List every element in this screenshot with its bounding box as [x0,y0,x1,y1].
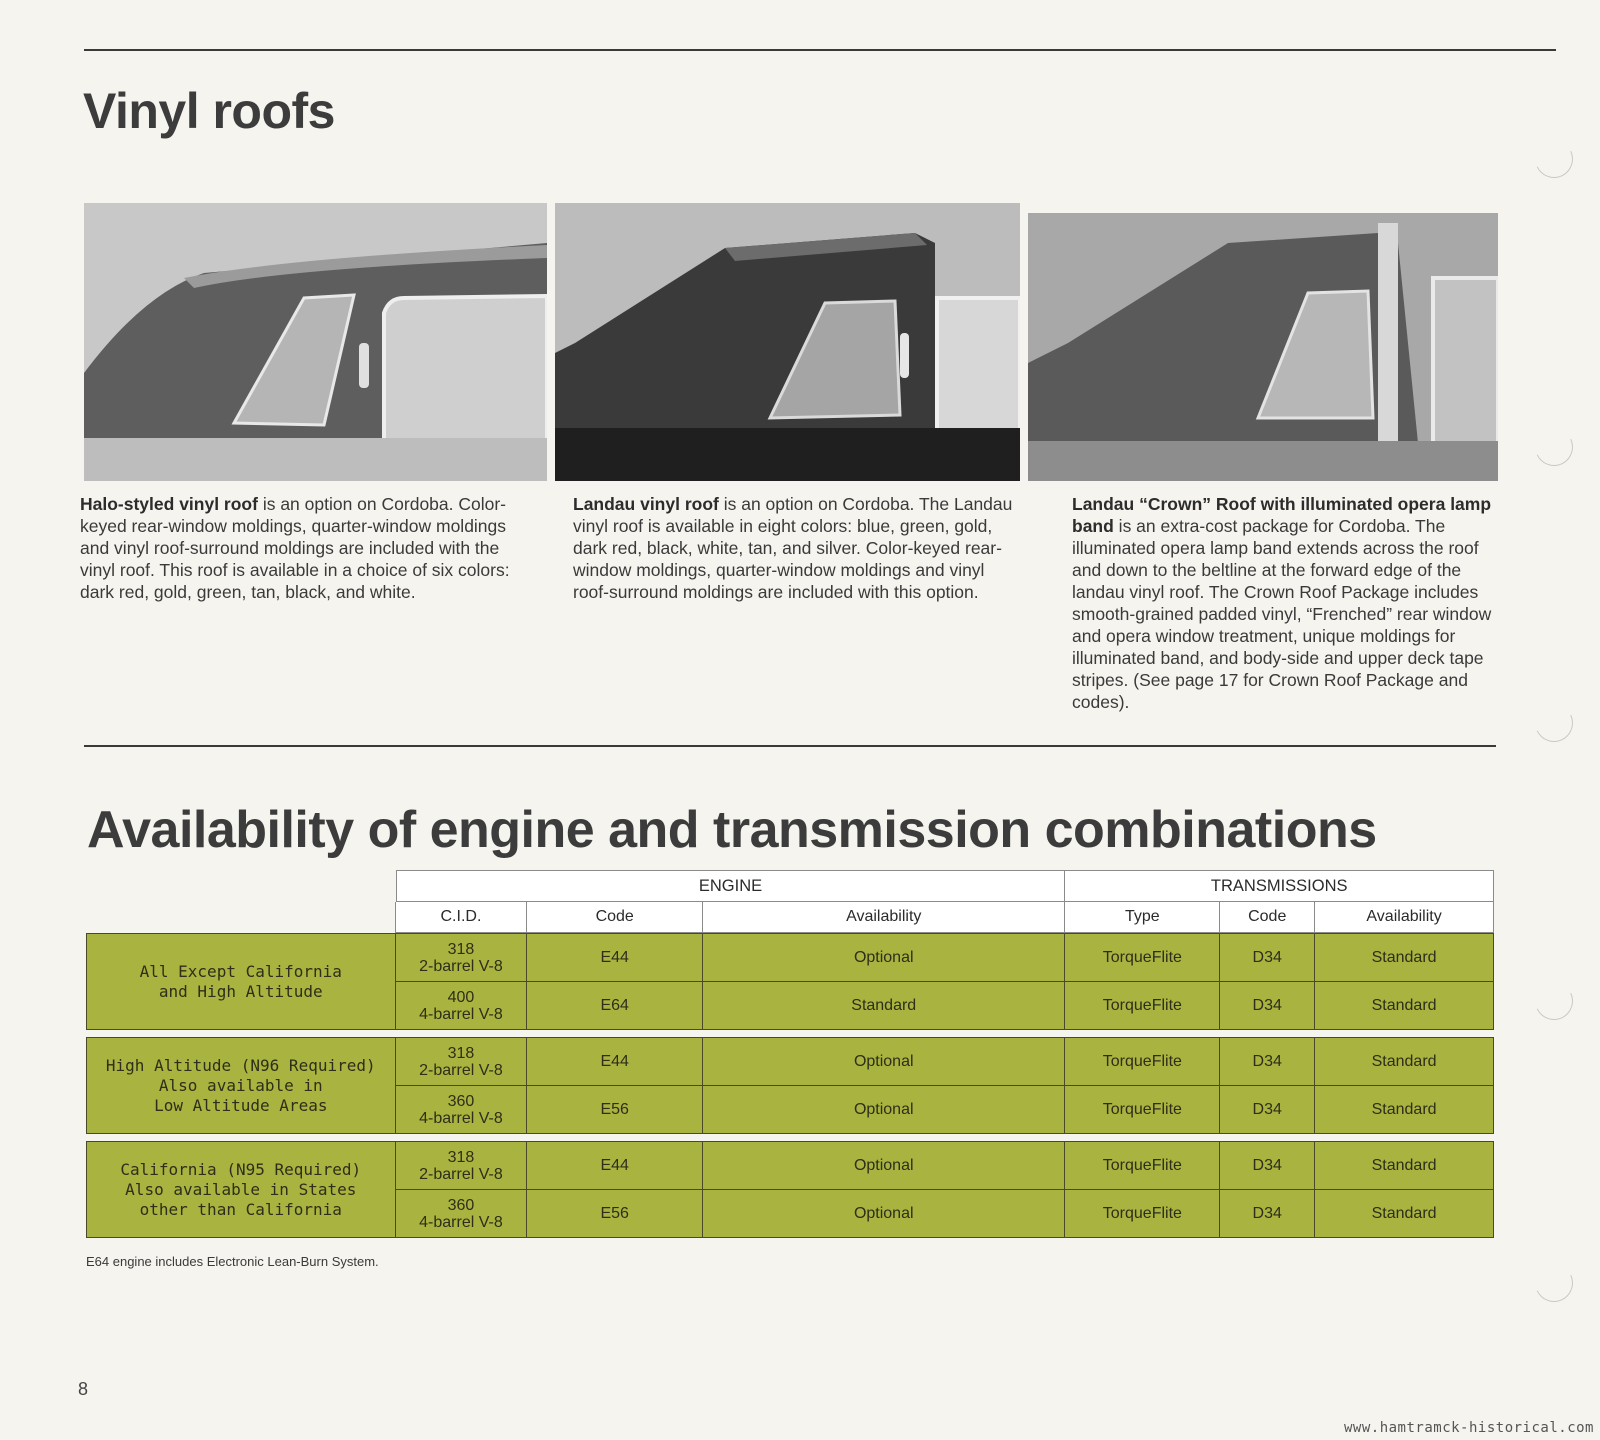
header-transmissions: TRANSMISSIONS [1065,870,1494,902]
header-engine-code: Code [527,902,703,933]
top-rule [84,49,1556,51]
engine-availability-cell: Optional [703,1141,1065,1190]
transmission-type-cell: TorqueFlite [1065,933,1220,982]
table-footnote: E64 engine includes Electronic Lean-Burn System. [86,1254,379,1269]
photo-crown-roof [1028,213,1498,481]
table-row [86,933,1494,982]
engine-availability-cell: Optional [703,1037,1065,1086]
transmission-code-cell: D34 [1220,933,1315,982]
caption-crown-roof: Landau “Crown” Roof with illuminated opera lamp band is an extra-cost package for Cordoba. The illuminated opera lamp band extends across the roof and down to the beltline at the forward edge of the landau vinyl roof. The Crown Roof Package includes smooth-grained padded vinyl, “Frenched” rear window and opera window treatment, unique moldings for illuminated band, and body-side and upper deck tape stripes. (See page 17 for Crown Roof Package and codes). [1072,494,1492,712]
engine-code-cell: E56 [527,1190,703,1238]
binder-hole-icon [1530,1259,1579,1308]
cid-cell: 400 4-barrel V-8 [396,982,528,1030]
cid-cell: 318 2-barrel V-8 [396,933,528,982]
transmission-availability-cell: Standard [1315,982,1494,1030]
header-transmission-code: Code [1220,902,1315,933]
transmission-code-cell: D34 [1220,1141,1315,1190]
transmission-availability-cell: Standard [1315,933,1494,982]
binder-hole-icon [1530,135,1579,184]
transmission-type-cell: TorqueFlite [1065,1086,1220,1134]
middle-rule [84,745,1496,747]
section-title-vinyl-roofs: Vinyl roofs [83,83,335,139]
header-transmission-type: Type [1065,902,1220,933]
transmission-code-cell: D34 [1220,1037,1315,1086]
row-group-label: All Except California and High Altitude [86,933,396,1030]
cid-cell: 360 4-barrel V-8 [396,1086,528,1134]
transmission-type-cell: TorqueFlite [1065,982,1220,1030]
engine-availability-cell: Standard [703,982,1065,1030]
header-transmission-availability: Availability [1315,902,1494,933]
engine-transmission-table [86,870,1494,1238]
transmission-code-cell: D34 [1220,1190,1315,1238]
transmission-code-cell: D34 [1220,982,1315,1030]
engine-availability-cell: Optional [703,1190,1065,1238]
header-engine-availability: Availability [703,902,1065,933]
table-row [86,1037,1494,1086]
row-group-label: High Altitude (N96 Required) Also available in Low Altitude Areas [86,1037,396,1134]
caption-landau-roof: Landau vinyl roof is an option on Cordoba. The Landau vinyl roof is available in eight colors: blue, green, gold, dark red, black, white, tan, and silver. Color-keyed rear-window moldings, quarter-window moldings and vinyl roof-surround moldings are included with this option. [573,494,1013,602]
table-header-row [86,902,1494,933]
header-engine: ENGINE [396,870,1066,902]
table-row [86,1141,1494,1190]
binder-hole-icon [1530,423,1579,472]
transmission-code-cell: D34 [1220,1086,1315,1134]
binder-hole-icon [1530,699,1579,748]
engine-code-cell: E44 [527,1037,703,1086]
header-cid: C.I.D. [396,902,528,933]
row-group-label: California (N95 Required) Also available in States other than California [86,1141,396,1238]
cid-cell: 318 2-barrel V-8 [396,1037,528,1086]
transmission-availability-cell: Standard [1315,1086,1494,1134]
engine-code-cell: E44 [527,1141,703,1190]
cid-cell: 318 2-barrel V-8 [396,1141,528,1190]
table-header-group-row [86,870,1494,902]
watermark-url: www.hamtramck-historical.com [1343,1420,1594,1436]
photo-halo-roof [84,203,547,481]
engine-code-cell: E64 [527,982,703,1030]
transmission-type-cell: TorqueFlite [1065,1037,1220,1086]
transmission-type-cell: TorqueFlite [1065,1141,1220,1190]
binder-hole-icon [1530,977,1579,1026]
engine-code-cell: E56 [527,1086,703,1134]
engine-availability-cell: Optional [703,1086,1065,1134]
cid-cell: 360 4-barrel V-8 [396,1190,528,1238]
caption-halo-roof: Halo-styled vinyl roof is an option on Cordoba. Color-keyed rear-window moldings, quarter-window moldings and vinyl roof-surround moldings are included with the vinyl roof. This roof is available in a choice of six colors: dark red, gold, green, tan, black, and white. [80,494,510,602]
transmission-availability-cell: Standard [1315,1037,1494,1086]
engine-code-cell: E44 [527,933,703,982]
transmission-type-cell: TorqueFlite [1065,1190,1220,1238]
engine-availability-cell: Optional [703,933,1065,982]
page-number: 8 [78,1379,89,1399]
photo-landau-roof [555,203,1020,481]
section-title-availability: Availability of engine and transmission combinations [87,801,1377,859]
transmission-availability-cell: Standard [1315,1141,1494,1190]
transmission-availability-cell: Standard [1315,1190,1494,1238]
